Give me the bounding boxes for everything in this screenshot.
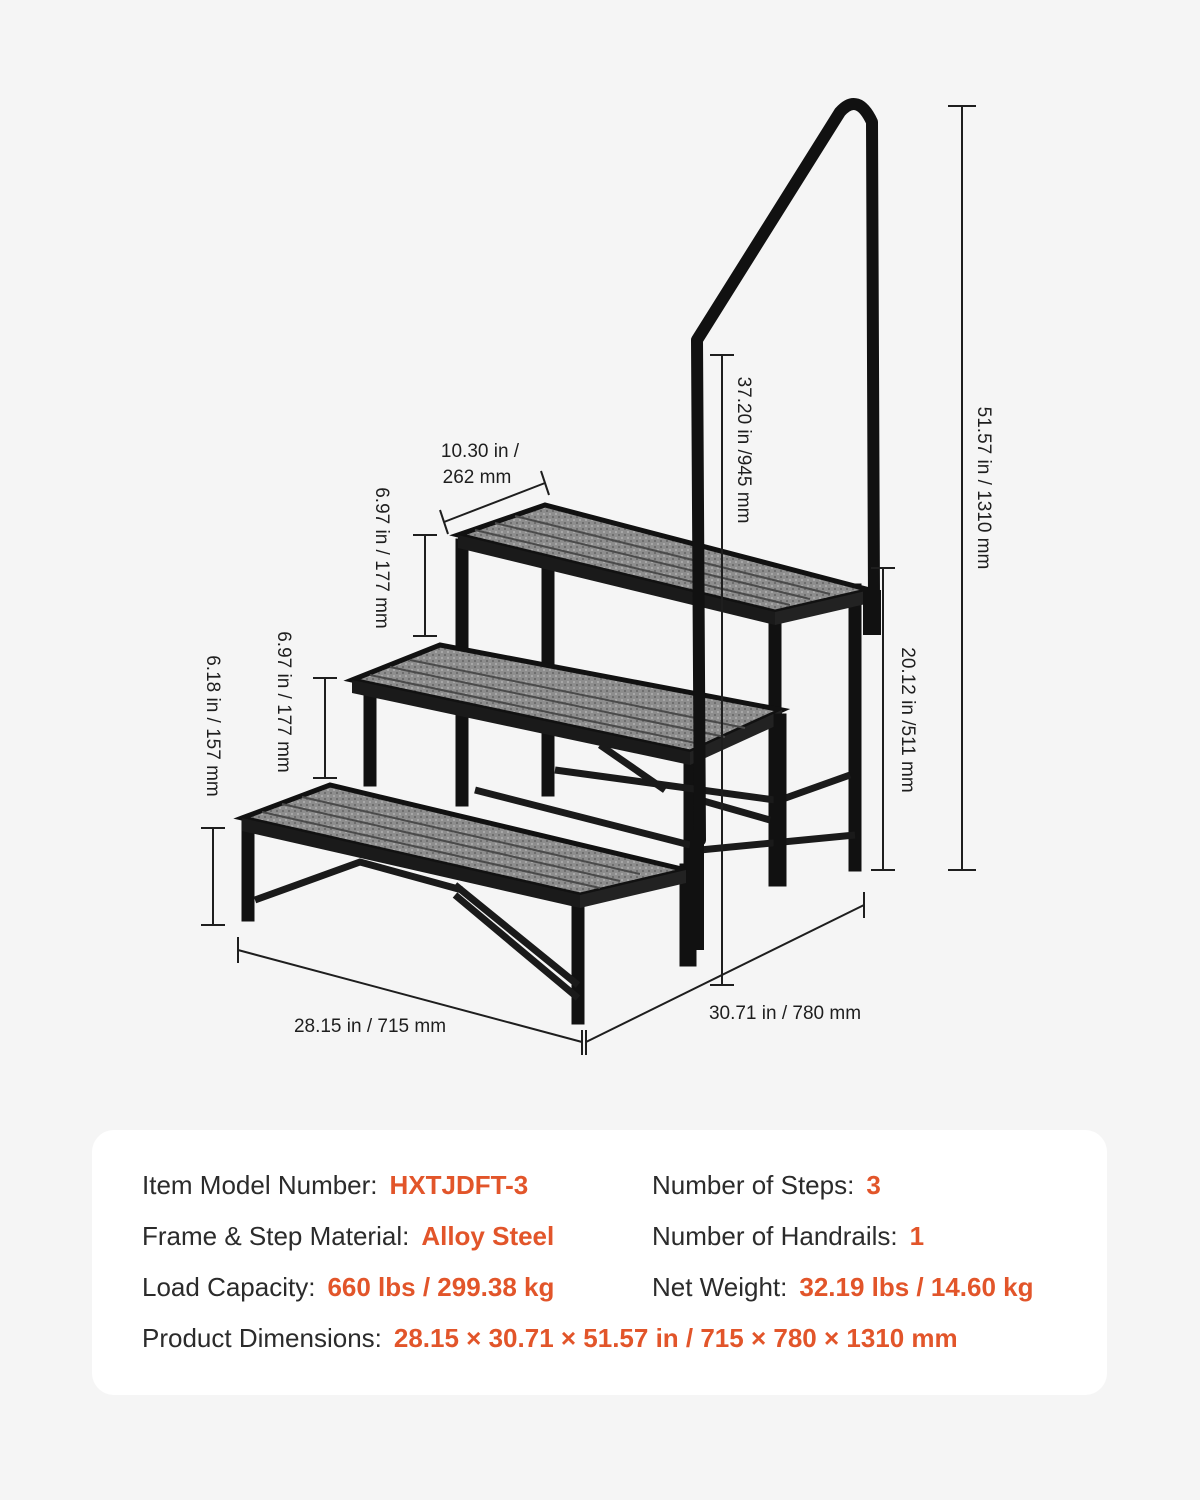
rise-top-label: 6.97 in / 177 mm (371, 487, 392, 629)
specs-card (92, 1130, 1107, 1395)
spec-material-value: Alloy Steel (421, 1221, 555, 1251)
tread-depth-label-1: 10.30 in / (440, 441, 520, 462)
spec-weight (652, 1272, 1034, 1303)
tread-depth-label-2: 262 mm (442, 467, 512, 488)
rise-middle-label: 6.97 in / 177 mm (273, 631, 294, 773)
spec-handrails (652, 1221, 924, 1252)
spec-model (142, 1170, 528, 1201)
dimension-lines (201, 106, 976, 1055)
spec-steps (652, 1170, 881, 1201)
handrail-height-label: 37.20 in /945 mm (733, 376, 754, 524)
spec-model-label: Item Model Number: (142, 1170, 378, 1200)
rise-bottom-label: 6.18 in / 157 mm (202, 655, 223, 797)
spec-capacity (142, 1272, 554, 1303)
spec-handrails-label: Number of Handrails: (652, 1221, 898, 1251)
total-height-label: 51.57 in / 1310 mm (973, 406, 994, 570)
spec-dimensions-label: Product Dimensions: (142, 1323, 382, 1353)
platform-height-label: 20.12 in /511 mm (897, 647, 918, 793)
depth-label: 30.71 in / 780 mm (708, 1003, 862, 1024)
spec-material-label: Frame & Step Material: (142, 1221, 410, 1251)
spec-steps-value: 3 (866, 1170, 881, 1200)
width-label: 28.15 in / 715 mm (293, 1016, 447, 1037)
spec-weight-label: Net Weight: (652, 1272, 788, 1302)
spec-model-value: HXTJDFT-3 (389, 1170, 529, 1200)
spec-weight-value: 32.19 lbs / 14.60 kg (799, 1272, 1034, 1302)
spec-steps-label: Number of Steps: (652, 1170, 855, 1200)
spec-dimensions (142, 1323, 958, 1354)
spec-handrails-value: 1 (909, 1221, 925, 1251)
stool-frame (242, 505, 870, 1018)
spec-dimensions-value: 28.15 × 30.71 × 51.57 in / 715 × 780 × 1310 mm (393, 1323, 958, 1353)
spec-capacity-value: 660 lbs / 299.38 kg (327, 1272, 555, 1302)
spec-material (142, 1221, 554, 1252)
spec-capacity-label: Load Capacity: (142, 1272, 316, 1302)
